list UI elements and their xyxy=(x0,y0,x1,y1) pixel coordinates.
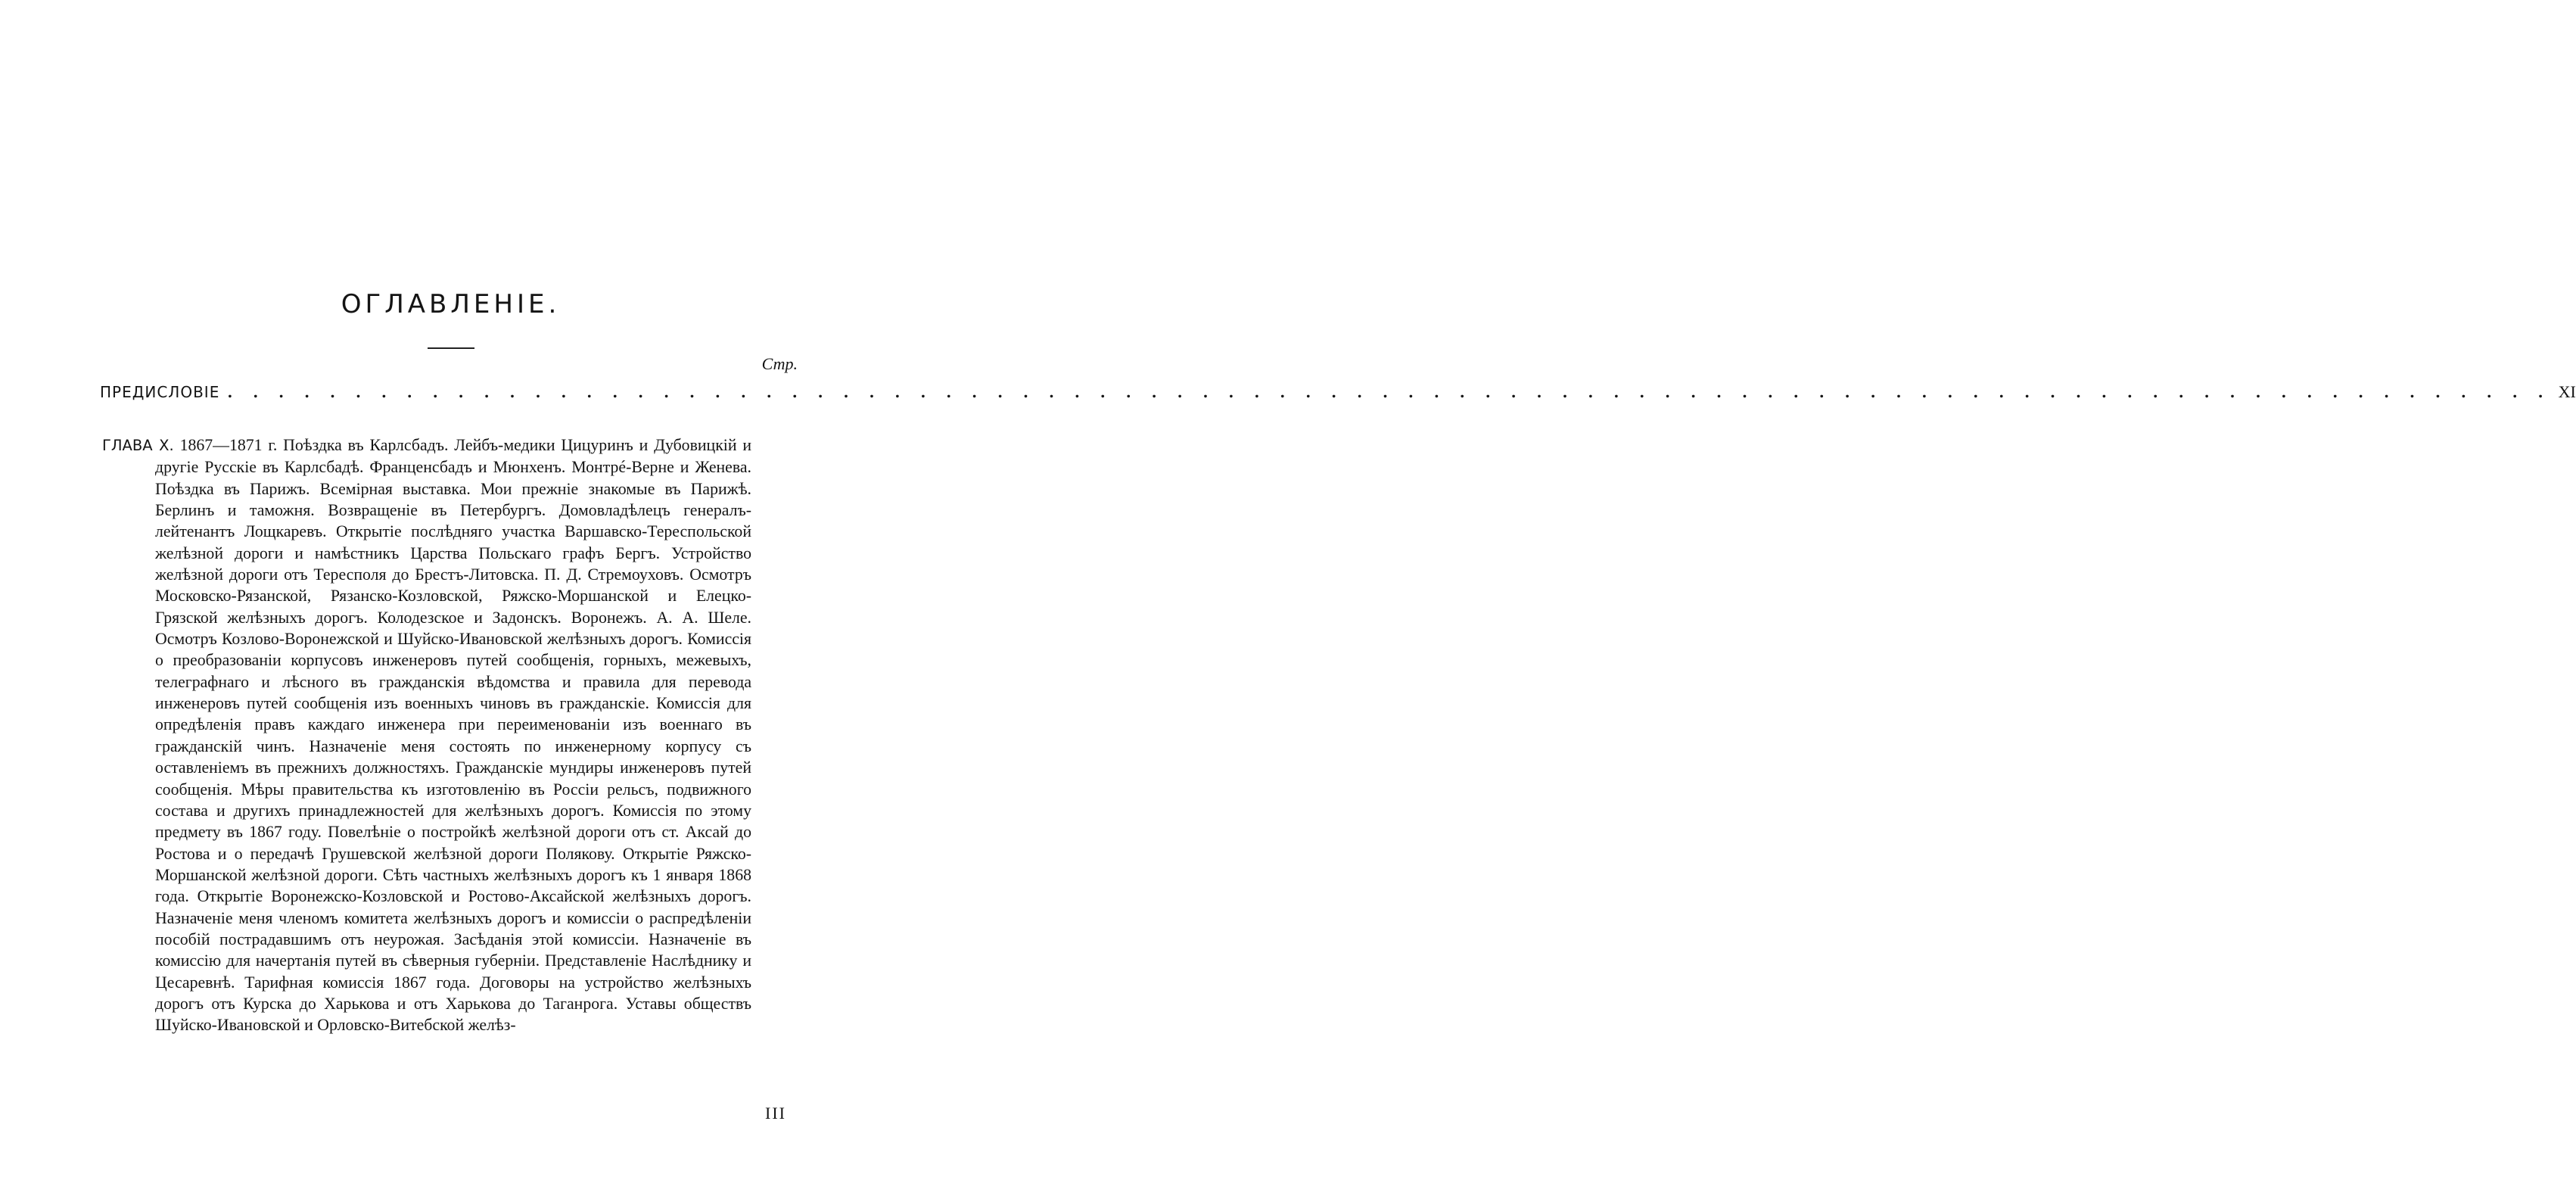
toc-entry-page: XI xyxy=(2558,382,2576,401)
toc-entry-title: ПРЕДИСЛОВІЕ xyxy=(100,383,220,401)
title-divider xyxy=(428,347,474,349)
chapter-label: ГЛАВА X. xyxy=(102,437,174,454)
toc-entry-preface[interactable] xyxy=(100,382,2576,402)
toc-entry-chapter-x[interactable] xyxy=(102,434,751,1036)
page-title: ОГЛАВЛЕНІЕ. xyxy=(341,289,561,319)
dot-leader: . . . . . . . . . . . . . . . . . . . . . . . . . . . . . . . . . . . . . . . . . . . . . . . . . . . . . . . . . . . . . . . . . . . . . . . . . . . . . . . . . . . . . . . . . . . xyxy=(227,383,2551,401)
page-column-label: Стр. xyxy=(761,354,798,373)
chapter-summary: 1867—1871 г. Поѣздка въ Карлсбадъ. Лейбъ-медики Цицуринъ и Дубовицкій и другіе Русскіе въ Карлсбадѣ. Франценсбадъ и Мюнхенъ. Монтрé-Верне и Женева. Поѣздка въ Парижъ. Всемірная выставка. Мои прежніе знакомые въ Парижѣ. Берлинъ и таможня. Возвращеніе въ Петербургъ. Домовладѣлецъ генералъ-лейтенантъ Лощкаревъ. Открытіе послѣдняго участка Варшавско-Тереспольской желѣзной дороги и намѣстникъ Царства Польскаго графъ Бергъ. Устройство желѣзной дороги отъ Тересполя до Брестъ-Литовска. П. Д. Стремоуховъ. Осмотръ Московско-Рязанской, Рязанско-Козловской, Ряжско-Моршанской и Елецко-Грязской желѣзныхъ дорогъ. Колодезское и Задонскъ. Воронежъ. А. А. Шеле. Осмотръ Козлово-Воронежской и Шуйско-Ивановской желѣзныхъ дорогъ. Комиссія о преобразованіи корпусовъ инженеровъ путей сообщенія, горныхъ, межевыхъ, телеграфнаго и лѣсного въ гражданскія вѣдомства и правила для перевода инженеровъ путей сообщенія изъ военныхъ чиновъ въ гражданскіе. Комиссія для опредѣленія правъ каждаго инженера при переименованіи изъ военнаго въ гражданскій чинъ. Назначеніе меня состоять по инженерному корпусу съ оставленіемъ въ прежнихъ должностяхъ. Гражданскіе мундиры инженеровъ путей сообщенія. Мѣры правительства къ изготовленію въ Россіи рельсъ, подвижного состава и другихъ принадлежностей для желѣзныхъ дорогъ. Комиссія по этому предмету въ 1867 году. Повелѣніе о постройкѣ желѣзной дороги отъ ст. Аксай до Ростова и о передачѣ Грушевской желѣзной дороги Полякову. Открытіе Ряжско-Моршанской желѣзной дороги. Сѣть частныхъ желѣзныхъ дорогъ къ 1 января 1868 года. Открытіе Воронежско-Козловской и Ростово-Аксайской желѣзныхъ дорогъ. Назначеніе меня членомъ комитета желѣзныхъ дорогъ и комиссіи о распредѣленіи пособій пострадавшимъ отъ неурожая. Засѣданія этой комиссіи. Назначеніе въ комиссію для начертанія путей въ сѣверныя губерніи. Представленіе Наслѣднику и Цесаревнѣ. Тарифная комиссія 1867 года. Договоры на устройство желѣзныхъ дорогъ отъ Курска до Харькова и отъ Харькова до Таганрога. Уставы обществъ Шуйско-Ивановской и Орловско-Витебской желѣз- xyxy=(155,436,751,1035)
page-number: III xyxy=(765,1104,786,1123)
